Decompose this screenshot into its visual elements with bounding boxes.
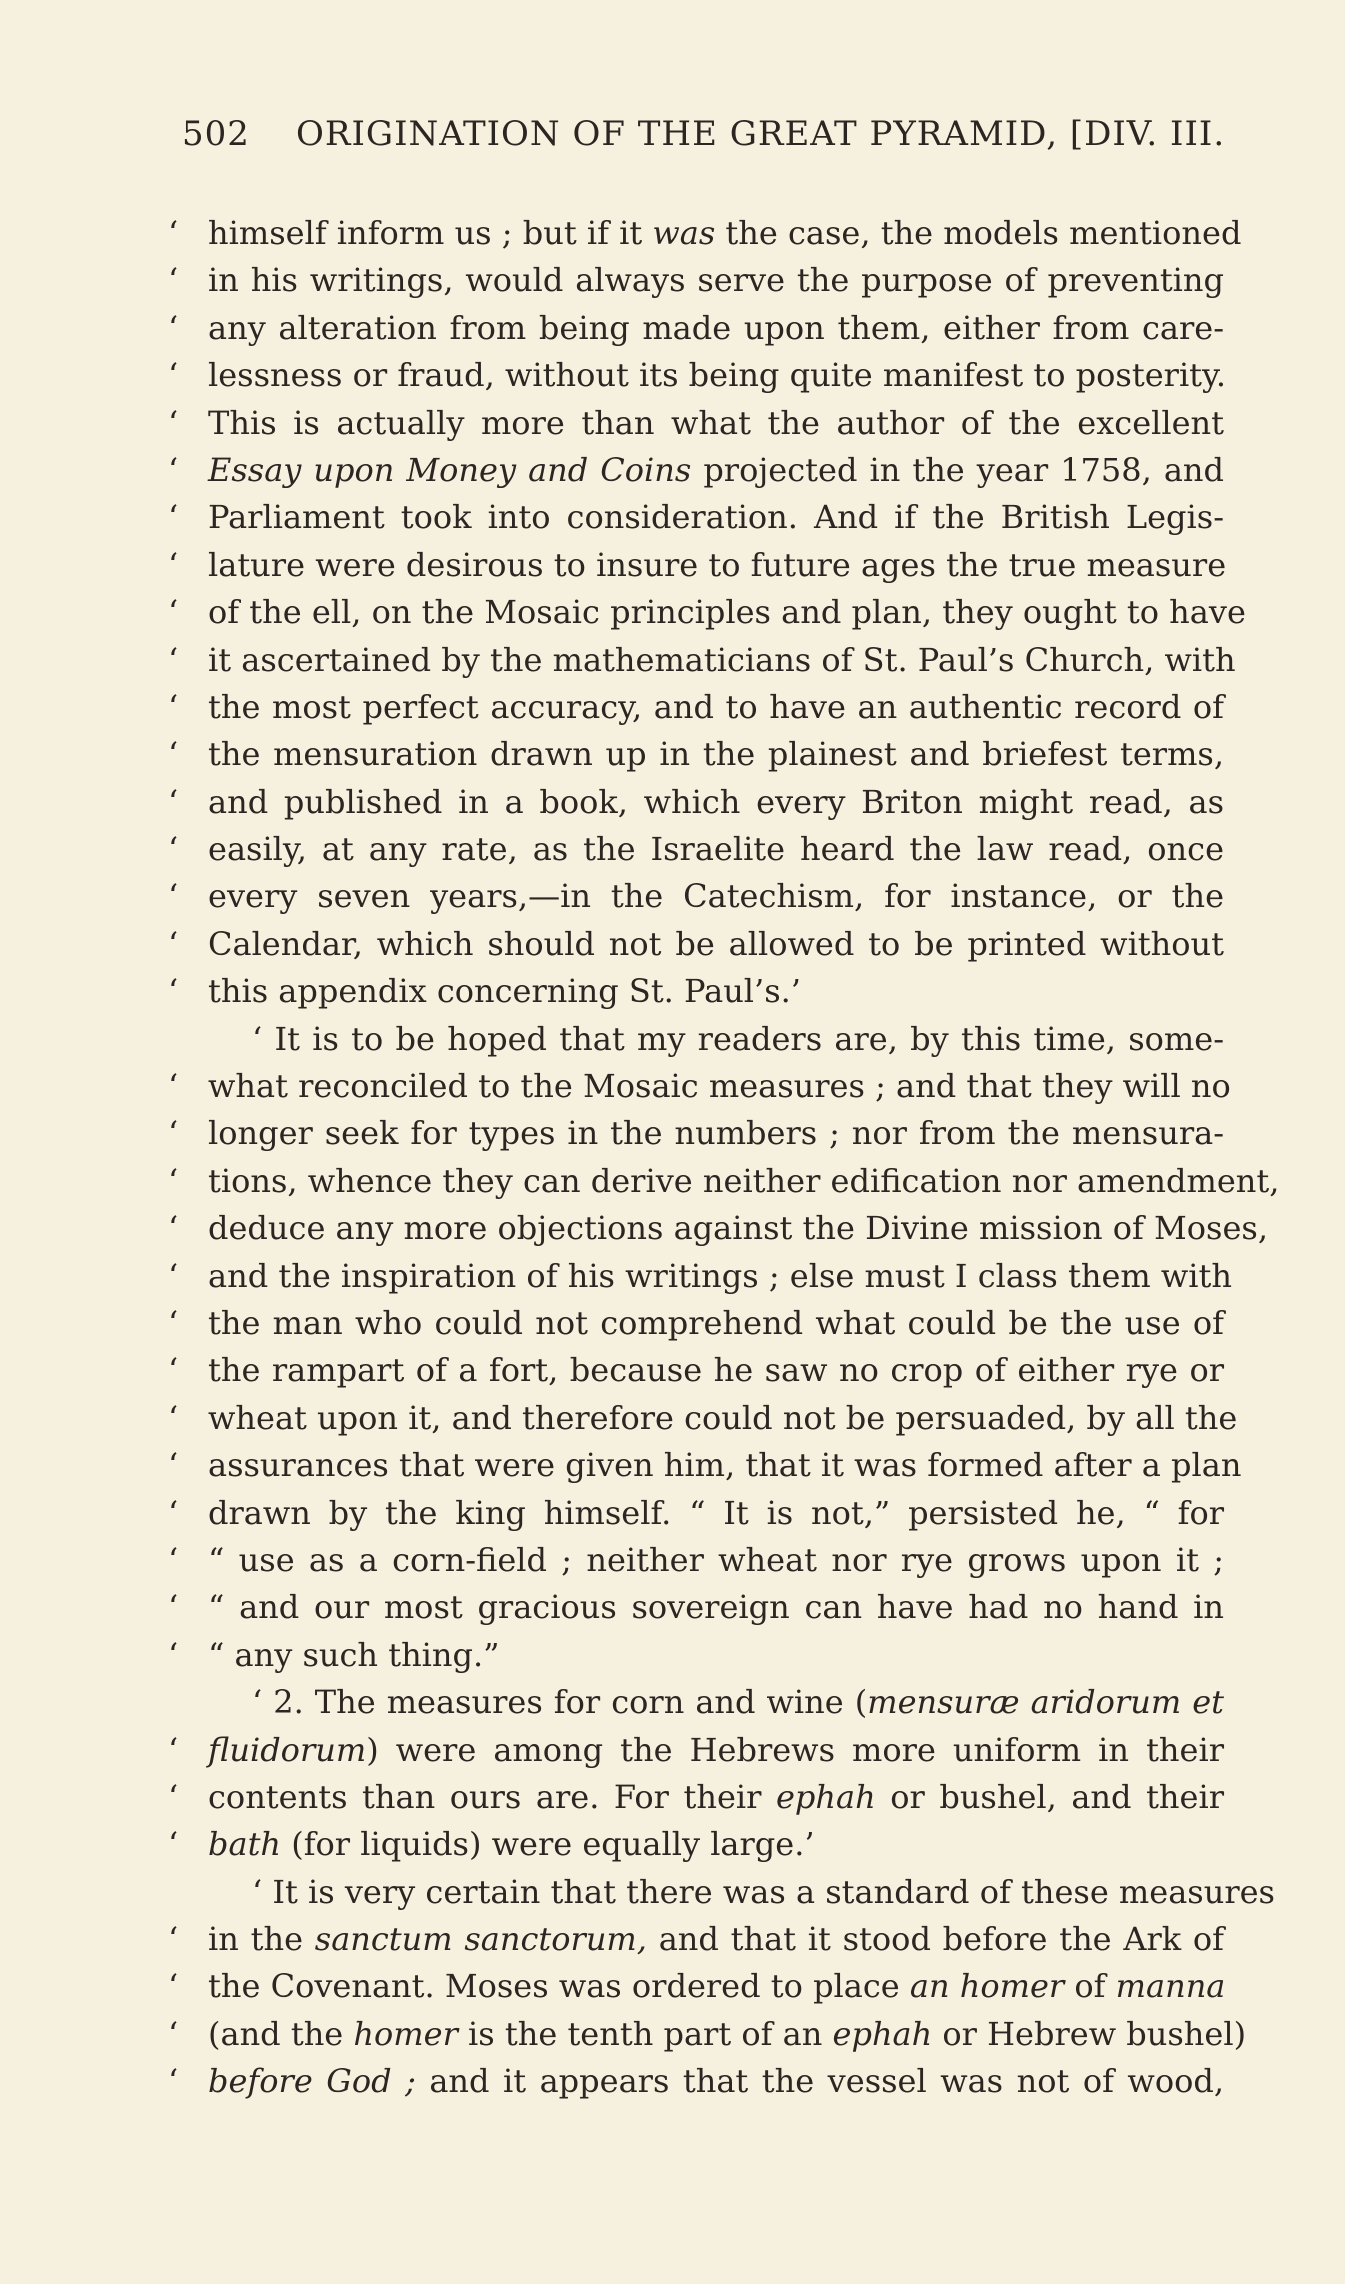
- quote-mark: ‘: [168, 593, 179, 632]
- text-line: [168, 447, 1224, 494]
- text-line: [168, 1632, 1224, 1679]
- text-segment: himself inform us ; but if it: [208, 214, 653, 252]
- text-line: [168, 400, 1224, 447]
- quote-mark: ‘: [168, 1730, 179, 1769]
- quote-mark: ‘: [168, 1493, 179, 1532]
- line-text: [208, 305, 1224, 352]
- text-segment: Calendar, which should not be allowed to be printed without: [208, 924, 1224, 963]
- line-text: [208, 2011, 1247, 2058]
- quote-mark: ‘: [168, 1114, 179, 1153]
- italic-text: an homer: [909, 1967, 1065, 2006]
- italic-text: fluidorum: [208, 1730, 367, 1769]
- quote-mark: ‘: [168, 687, 179, 726]
- quote-mark: ‘: [168, 450, 179, 489]
- quote-mark: ‘: [168, 972, 179, 1011]
- line-text: [208, 400, 1224, 447]
- italic-text: manna: [1115, 1967, 1226, 2006]
- line-text: [208, 731, 1224, 778]
- text-segment: the case, the models mentioned: [715, 214, 1242, 252]
- italic-text: homer: [353, 2014, 458, 2053]
- quote-mark: ‘: [168, 498, 179, 537]
- text-line: [168, 1253, 1232, 1300]
- text-line: [168, 1537, 1224, 1584]
- text-segment: ‘ It is very certain that there was a standard of these measures: [252, 1872, 1275, 1911]
- quote-mark: ‘: [168, 924, 179, 963]
- quote-mark: ‘: [168, 2014, 179, 2053]
- text-segment: “ and our most gracious sovereign can have had no hand in: [208, 1588, 1224, 1627]
- text-line: [168, 1963, 1224, 2010]
- text-segment: (for liquids) were equally large.’: [281, 1825, 815, 1864]
- text-line: [168, 1584, 1224, 1631]
- text-line: [168, 1395, 1238, 1442]
- text-segment: the man who could not comprehend what could be the use of: [208, 1303, 1224, 1342]
- quote-mark: ‘: [168, 1967, 179, 2006]
- text-line: [168, 968, 1224, 1015]
- line-text: [208, 447, 1224, 494]
- text-line: [168, 684, 1224, 731]
- line-text: [208, 1110, 1224, 1157]
- line-text: [208, 921, 1224, 968]
- quote-mark: ‘: [168, 1209, 179, 1248]
- line-text: [252, 1016, 1224, 1063]
- line-text: [208, 257, 1224, 304]
- text-segment: the mensuration drawn up in the plainest and briefest terms,: [208, 735, 1224, 774]
- text-segment: in the: [208, 1920, 315, 1959]
- quote-mark: ‘: [168, 782, 179, 821]
- text-line: [168, 1774, 1224, 1821]
- text-segment: and it appears that the vessel was not of wood,: [415, 2062, 1225, 2101]
- line-text: [208, 968, 1224, 1015]
- line-text: [208, 1916, 1224, 1963]
- quote-mark: ‘: [168, 735, 179, 774]
- quote-mark: ‘: [168, 1777, 179, 1816]
- text-segment: in his writings, would always serve the purpose of preventing: [208, 261, 1224, 300]
- text-line: [168, 1442, 1242, 1489]
- text-segment: and that it stood before the Ark of: [646, 1920, 1225, 1959]
- line-text: [208, 1347, 1224, 1394]
- text-segment: lessness or fraud, without its being quite manifest to posterity.: [208, 356, 1227, 395]
- page-header: [182, 114, 1234, 166]
- text-line: [168, 1916, 1224, 1963]
- text-segment: or Hebrew bushel): [932, 2014, 1247, 2053]
- quote-mark: ‘: [168, 877, 179, 916]
- text-line: [168, 589, 1246, 636]
- quote-mark: ‘: [168, 1067, 179, 1106]
- text-segment: the rampart of a fort, because he saw no crop of either rye or: [208, 1351, 1224, 1390]
- text-line: [168, 1110, 1224, 1157]
- quote-mark: ‘: [168, 1920, 179, 1959]
- text-segment: “ use as a corn-field ; neither wheat nor rye grows upon it ;: [208, 1540, 1224, 1579]
- text-line: [168, 494, 1224, 541]
- text-segment: (and the: [208, 2014, 354, 2053]
- quote-mark: ‘: [168, 1635, 179, 1674]
- text-segment: what reconciled to the Mosaic measures ; and that they will no: [208, 1067, 1231, 1106]
- text-line: [168, 1300, 1224, 1347]
- text-segment: the Covenant. Moses was ordered to place: [208, 1967, 910, 2006]
- text-line: [168, 1158, 1280, 1205]
- quote-mark: ‘: [168, 214, 179, 252]
- text-line: [168, 1490, 1224, 1537]
- line-text: [208, 210, 1242, 257]
- line-text: [208, 352, 1227, 399]
- text-line: [168, 257, 1224, 304]
- quote-mark: ‘: [168, 2062, 179, 2101]
- quote-mark: ‘: [168, 545, 179, 584]
- text-segment: any alteration from being made upon them, either from care-: [208, 308, 1224, 347]
- quote-mark: ‘: [168, 1588, 179, 1627]
- line-text: [208, 1632, 1224, 1679]
- text-line: [168, 2058, 1224, 2105]
- text-segment: “ any such thing.”: [208, 1635, 500, 1674]
- text-segment: is the tenth part of an: [457, 2014, 833, 2053]
- italic-text: was: [652, 214, 716, 252]
- line-text: [208, 1395, 1238, 1442]
- text-segment: ‘ 2. The measures for corn and wine (: [252, 1683, 868, 1722]
- line-text: [208, 1490, 1224, 1537]
- line-text: [208, 1963, 1224, 2010]
- text-line: [168, 637, 1236, 684]
- text-line: [168, 921, 1224, 968]
- quote-mark: ‘: [168, 1398, 179, 1437]
- text-line: [168, 2011, 1247, 2058]
- text-segment: contents than ours are. For their: [208, 1777, 776, 1816]
- text-segment: longer seek for types in the numbers ; nor from the mensura-: [208, 1114, 1224, 1153]
- italic-text: Essay upon Money and Coins: [208, 450, 692, 489]
- text-segment: this appendix concerning St. Paul’s.’: [208, 972, 801, 1011]
- text-segment: This is actually more than what the author of the excellent: [208, 403, 1224, 442]
- text-line: [168, 542, 1227, 589]
- running-head: ORIGINATION OF THE GREAT PYRAMID, [DIV. III.: [296, 114, 1226, 154]
- text-segment: drawn by the king himself. “ It is not,” persisted he, “ for: [208, 1493, 1224, 1532]
- quote-mark: ‘: [168, 403, 179, 442]
- line-text: [208, 779, 1224, 826]
- text-segment: wheat upon it, and therefore could not be persuaded, by all the: [208, 1398, 1238, 1437]
- quote-mark: ‘: [168, 261, 179, 300]
- line-text: [252, 1869, 1275, 1916]
- line-text: [208, 1158, 1280, 1205]
- quote-mark: ‘: [168, 356, 179, 395]
- text-segment: the most perfect accuracy, and to have an authentic record of: [208, 687, 1224, 726]
- text-segment: of the ell, on the Mosaic principles and plan, they ought to have: [208, 593, 1246, 632]
- line-text: [208, 1205, 1268, 1252]
- text-line: [168, 826, 1224, 873]
- text-segment: or bushel, and their: [875, 1777, 1224, 1816]
- text-line: [168, 1727, 1224, 1774]
- italic-text: ephah: [775, 1777, 876, 1816]
- text-segment: projected in the year 1758, and: [691, 450, 1225, 489]
- text-line: [168, 210, 1242, 257]
- italic-text: mensuræ aridorum et: [867, 1683, 1225, 1722]
- quote-mark: ‘: [168, 1303, 179, 1342]
- line-text: [208, 1300, 1224, 1347]
- italic-text: bath: [208, 1825, 282, 1864]
- line-text: [208, 637, 1236, 684]
- text-segment: ) were among the Hebrews more uniform in their: [366, 1730, 1224, 1769]
- quote-mark: ‘: [168, 1825, 179, 1864]
- text-line: [168, 1063, 1231, 1110]
- line-text: [208, 1063, 1231, 1110]
- text-line: [168, 352, 1227, 399]
- line-text: [208, 1442, 1242, 1489]
- text-segment: assurances that were given him, that it was formed after a plan: [208, 1446, 1242, 1485]
- text-line: [168, 1821, 1224, 1868]
- text-segment: and published in a book, which every Briton might read, as: [208, 782, 1224, 821]
- quote-mark: ‘: [168, 1161, 179, 1200]
- line-text: [208, 542, 1227, 589]
- quote-mark: ‘: [168, 1256, 179, 1295]
- text-line: [168, 1205, 1268, 1252]
- text-segment: Parliament took into consideration. And if the British Legis-: [208, 498, 1224, 537]
- page-number: 502: [182, 114, 250, 154]
- line-text: [208, 1774, 1224, 1821]
- line-text: [252, 1679, 1224, 1726]
- text-segment: of: [1064, 1967, 1116, 2006]
- text-line: [168, 1347, 1224, 1394]
- text-line: [168, 873, 1224, 920]
- line-text: [208, 826, 1224, 873]
- text-line: [168, 1016, 1224, 1063]
- text-line: [168, 305, 1224, 352]
- text-line: [168, 1679, 1224, 1726]
- text-segment: ‘ It is to be hoped that my readers are, by this time, some-: [252, 1019, 1224, 1058]
- text-segment: every seven years,—in the Catechism, for instance, or the: [208, 877, 1224, 916]
- quote-mark: ‘: [168, 1540, 179, 1579]
- line-text: [208, 684, 1224, 731]
- body-text: [168, 210, 1280, 2106]
- quote-mark: ‘: [168, 830, 179, 869]
- line-text: [208, 589, 1246, 636]
- text-segment: lature were desirous to insure to future ages the true measure: [208, 545, 1227, 584]
- text-line: [168, 1869, 1275, 1916]
- line-text: [208, 873, 1224, 920]
- line-text: [208, 1584, 1224, 1631]
- text-segment: tions, whence they can derive neither edification nor amendment,: [208, 1161, 1280, 1200]
- italic-text: ephah: [832, 2014, 933, 2053]
- text-segment: easily, at any rate, as the Israelite heard the law read, once: [208, 830, 1224, 869]
- line-text: [208, 2058, 1224, 2105]
- line-text: [208, 494, 1224, 541]
- text-segment: it ascertained by the mathematicians of St. Paul’s Church, with: [208, 640, 1236, 679]
- line-text: [208, 1821, 1224, 1868]
- italic-text: sanctum sanctorum,: [314, 1920, 647, 1959]
- line-text: [208, 1727, 1224, 1774]
- quote-mark: ‘: [168, 1351, 179, 1390]
- text-segment: and the inspiration of his writings ; else must I class them with: [208, 1256, 1232, 1295]
- text-line: [168, 731, 1224, 778]
- text-line: [168, 779, 1224, 826]
- quote-mark: ‘: [168, 640, 179, 679]
- quote-mark: ‘: [168, 1446, 179, 1485]
- italic-text: before God ;: [208, 2062, 416, 2101]
- quote-mark: ‘: [168, 308, 179, 347]
- line-text: [208, 1253, 1232, 1300]
- text-segment: deduce any more objections against the Divine mission of Moses,: [208, 1209, 1268, 1248]
- line-text: [208, 1537, 1224, 1584]
